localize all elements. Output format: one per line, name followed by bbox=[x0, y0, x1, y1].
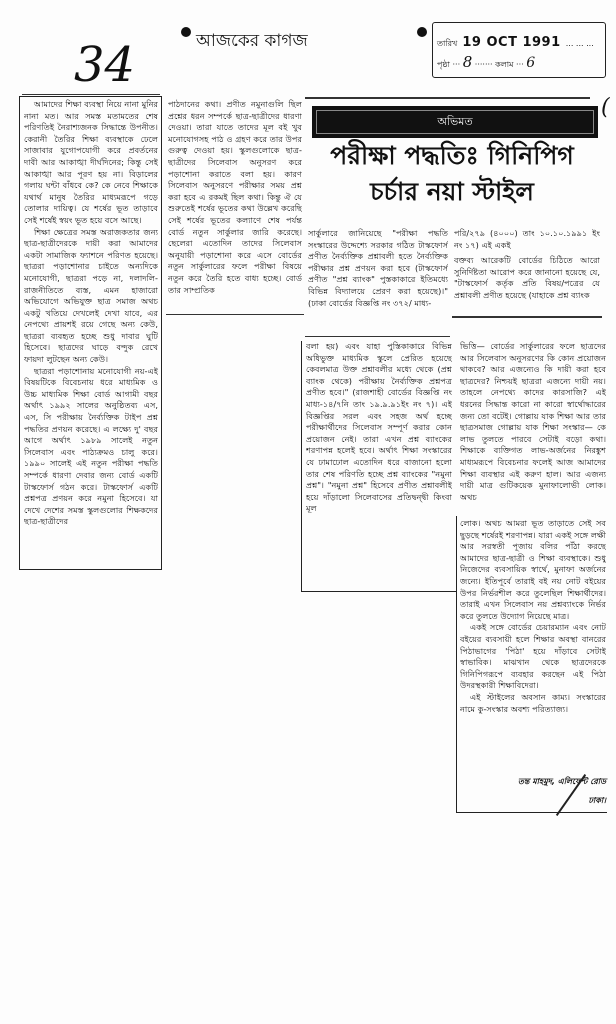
article-column-3-text bbox=[308, 228, 448, 334]
headline bbox=[306, 138, 598, 210]
column-label: কলাম bbox=[495, 60, 514, 69]
paragraph: আমাদের শিক্ষা ব্যবস্থা নিয়ে নানা মুনির নানা মত। আর সমস্ত মতামতের শেষ পরিণতিই নৈরাশ্যজনক সিদ্ধান্তে উপনীত। কেরানী তৈরির শিক্ষা ব্যবস্থাকে ঢেলে সাজাবার যুগোপযোগী করে প্রবর্তনের দাবী আর আকাঙ্খা দীর্ঘদিনের; কিন্তু সেই আকাঙ্খা আর পূরণ হয় না। বিড়ালের গলায় ঘন্টা বাঁধবে কে? কে নেবে শিক্ষাকে যথার্থ মানুষ তৈরির মাধ্যমরূপে গড়ে তোলার দায়িত্ব। যে শর্ষের ভূত তাড়াবে সেই শর্ষেই স্বয়ং ভূত হয়ে বসে আছে। bbox=[24, 99, 158, 225]
divider bbox=[22, 94, 160, 95]
paragraph: ছাত্ররা পড়াশোনায় মনোযোগী নয়-এই বিষয়টিকে বিবেচনায় ধরে মাধ্যমিক ও উচ্চ মাধ্যমিক শিক্ষা বোর্ড আগামী বছর অর্থাৎ ১৯৯২ সালের অনুষ্ঠিতব্য এস, এস, সি পরীক্ষায় নৈর্ব্যক্তিক টাইপ প্রশ্ন পদ্ধতির প্রণয়ন করেছে। এ লক্ষ্যে দু' বছর আগে অর্থাৎ ১৯৮৯ সালেই নতুন সিলেবাস এবং পাঠ্যক্রমও চালু করে। ১৯৯০ সালেই এই নতুন পরীক্ষা পদ্ধতি সম্পর্কে ধারণা দেবার জন্য বোর্ড একটি টাস্কফোর্স গঠন করে। টাস্কফোর্স একটি প্রশ্নপত্র প্রণয়ন করে নমুনা হিসেবে। যা দেখে দেশের সমস্ত স্কুলগুলোর শিক্ষকদের ছাত্র-ছাত্রীদের bbox=[24, 365, 158, 527]
divider bbox=[166, 314, 304, 315]
divider bbox=[305, 336, 450, 337]
byline bbox=[470, 776, 606, 808]
dotted-leader: ··· bbox=[452, 60, 461, 69]
divider bbox=[305, 97, 590, 99]
newspaper-name: আজকের কাগজ bbox=[196, 31, 308, 51]
date-value: 19 OCT 1991 bbox=[462, 35, 561, 50]
paragraph: পরি/২৭৯ (৪০০০) তাং ১০.১০.১৯৯১ ইং নং ১৭) এই একই bbox=[454, 228, 600, 250]
paragraph: এই স্টাইলের অবসান কাম্য। সংস্কারের নামে কু-সংস্কার অবশ্য পরিত্যাজ্য। bbox=[460, 691, 606, 714]
article-column-6-text bbox=[460, 341, 606, 513]
newspaper-bullet bbox=[181, 27, 191, 37]
paragraph: শিক্ষা ক্ষেত্রের সমস্ত অরাজকতার জন্য ছাত্র-ছাত্রীদেরকে দায়ী করা আমাদের একটা সামাজিক ফ্যাশনে পরিণত হয়েছে। ছাত্ররা পড়াশোনার চাইতে অন্যদিকে মনোযোগী, ছাত্ররা পড়ে না, দলাদলি-রাজনীতিতে ব্যস্ত, এমন হাজারো অভিযোগে অভিযুক্ত ছাত্র সমাজ অথচ একটু খতিয়ে দেখলেই দেখা যাবে, এর নেপথ্যে প্রায়শই রয়ে গেছে অন্য কেউ, ছাত্ররা ব্যবহৃত হচ্ছে শুধু দাবার ঘুটি হিসেবে। ছাত্রদের ঘাড়ে বন্দুক রেখে ফায়দা লুটছেন অন্য কেউ। bbox=[24, 226, 158, 365]
paragraph: লোক। অথচ আমরা ভূত তাড়াতে সেই সব ছুড়ছে শর্ষেরই শরণাপন্ন। যারা একই সঙ্গে লক্ষী আর সরস্বতী পূজায় বলির পাঁঠা করছে আমাদের ছাত্র-ছাত্রী ও শিক্ষা ব্যবস্থাকে। শুধু নিজেদের ব্যবসায়িক স্বার্থে, মুনাফা অর্জনের জন্যে। ইতিপূর্বে তারাই বই নয় নোট বইয়ের উপর নির্ভরশীল করে তুলেছিল শিক্ষার্থীদের। তারাই এখন সিলেবাস নয় প্রশ্নব্যাংকে নির্ভর করে তুলতে উদ্যোগ নিয়েছে মাত্র। bbox=[460, 518, 606, 621]
paragraph: একই সঙ্গে বোর্ডের চেয়ারম্যান এবং নোট বইয়ের ব্যবসায়ী হলে শিক্ষার অবস্থা বানরের পিঠাভাগের 'পিঠা' হয়ে দাঁড়াবে সেটাই স্বাভাবিক। মাঝখান থেকে ছাত্রদেরকে গিনিপিগরূপে ব্যবহার করছেন এই পিঠা উদরস্থকারী শিক্ষাবিদেরা। bbox=[460, 622, 606, 691]
page-label: পৃষ্ঠা bbox=[437, 60, 450, 69]
date-stamp bbox=[432, 22, 606, 78]
handwritten-page-number: 34 bbox=[74, 37, 136, 93]
handwritten-mark: ( bbox=[601, 95, 610, 120]
stamp-bullet bbox=[417, 27, 427, 37]
headline-line-1: পরীক্ষা পদ্ধতিঃ গিনিপিগ bbox=[330, 141, 574, 170]
dotted-leader: ... ... ... bbox=[565, 39, 594, 48]
date-label: তারিখ bbox=[437, 39, 458, 48]
divider bbox=[452, 316, 602, 318]
section-label: অভিমত bbox=[437, 114, 473, 128]
paragraph: পাঠদানের কথা। প্রণীত নমুনাগুলি ছিল প্রশ্নের ধরন সম্পর্কে ছাত্র-ছাত্রীদের ধারণা দেওয়া। তারা যাতে তাদের মূল বই খুব মনোযোগসহ পাঠ ও গ্রহণ করে তার উপর গুরুত্ব দেওয়া হয়। স্কুলগুলোকে ছাত্র-ছাত্রীদের সিলেবাস অনুসরণ করে পড়াশোনা করাতে বলা হয়। কারণ সিলেবাস অনুসরণে পরীক্ষার সময় প্রশ্ন করা হবে এ রকমই ছিল কথা। কিন্তু ঐ যে শুরুতেই শর্ষের ভূতের কথা উল্লেখ করেছি সেই শর্ষের ভূতের কল্যাণে শেষ পর্যন্ত বোর্ড নতুন সার্কুলার জারি করেছে। ছেলেরা এতোদিন তাদের সিলেবাস অনুযায়ী পড়াশোনা করে এসে বোর্ডের নতুন সার্কুলারের ফলে পরীক্ষা বিষয়ে নতুন করে তৈরি হতে বাধ্য হচ্ছে। বোর্ড তার সাম্প্রতিক bbox=[168, 99, 302, 295]
dotted-leader: ··· bbox=[516, 60, 524, 69]
paragraph: সার্কুলারে জানিয়েছে "পরীক্ষা পদ্ধতি সংস্কারের উদ্দেশ্যে সরকার গঠিত টাস্কফোর্স প্রণীত নৈর্ব্যক্তিক প্রশ্নাবলী হতে নৈর্ব্যক্তিক পরীক্ষার প্রশ্ন প্রণয়ন করা হবে (টাস্কফোর্স প্রণীত "প্রশ্ন ব্যাংক" পুস্তকাকারে ইতিমধ্যে বিভিন্ন বিদ্যালয়ে প্রেরণ করা হয়েছে)।" (ঢাকা বোর্ডের বিজ্ঞপ্তি নং ৩৭২/ মাধ্য- bbox=[308, 228, 448, 308]
paragraph: বলা হয়) এবং যাহা পুস্তিকাকারে বিভিন্ন অধিভুক্ত মাধ্যমিক স্কুলে প্রেরিত হয়েছে কেবলমাত্র উক্ত প্রশ্নাবলীর মধ্যে থেকে (প্রশ্ন ব্যাংক থেকে) পরীক্ষায় নৈর্ব্যক্তিক প্রশ্নপত্র প্রণীত হবে।" (রাজশাহী বোর্ডের বিজ্ঞপ্তি নং মাধ্য-১৪/৭নি তাং ১৯.৯.৯১ইং নং ৭)। এই বিজ্ঞপ্তির সরল এবং সহজ অর্থ হচ্ছে পরীক্ষার্থীদের সিলেবাস সম্পূর্ণ করার কোন প্রয়োজন নেই। তারা এখন প্রশ্ন ব্যাংকের শরণাপন্ন হলেই হবে। অর্থাৎ শিক্ষা সংস্কারের যে ঢামাঢোল এতোদিন ধরে বাজানো হলো তার শেষ পরিণতি হচ্ছে প্রশ্ন ব্যাংকের "নমুনা প্রশ্ন"। "নমুনা প্রশ্ন" হিসেবে প্রণীত প্রশ্নাবলীই হয়ে দাঁড়ালো সিলেবাসের প্রতিদ্বন্দ্বী কিংবা মূল bbox=[306, 341, 452, 514]
byline-city: ঢাকা। bbox=[588, 796, 606, 805]
paragraph: বক্তব্য আরেকটি বোর্ডের চিঠিতে আরো সুনির্দিষ্টতা আরোপ করে জানানো হয়েছে যে, "টাস্কফোর্স কর্তৃক প্রতি বিষয়/পত্রের যে প্রশ্নাবলী প্রণীত হয়েছে (যাহাকে প্রশ্ন ব্যাংক bbox=[454, 255, 600, 300]
article-column-4-text bbox=[454, 228, 600, 320]
article-column-2-text bbox=[168, 99, 302, 313]
dotted-leader: ······· bbox=[474, 60, 493, 69]
headline-line-2: চর্চার নয়া স্টাইল bbox=[370, 177, 534, 206]
column-value: 6 bbox=[526, 55, 536, 71]
article-column-5-text bbox=[306, 341, 452, 587]
byline-name: তন্ত মাহমুদ, এলিফেন্ট রোড bbox=[517, 777, 606, 786]
paragraph: ভিত্তি— বোর্ডের সার্কুলারের ফলে ছাত্রদের আর সিলেবাস অনুসরণের কি কোন প্রয়োজন থাকবে? আর এজন্যেও কি দায়ী করা হবে ছাত্রদের? নিশ্চয়ই ছাত্ররা এজন্যে দায়ী নয়। তাহলে নেপথ্যে কাদের কারসাজি? এই ধরনের সিদ্ধান্ত কারো না কারো স্বার্থোদ্ধারের জন্য তো বটেই। গোল্লায় যাক শিক্ষা আর তার ছাত্রসমাজ গোল্লায় যাক শিক্ষা সংস্কার— কে লাভ তুলতে পারবে সেটাই বড়ো কথা। শিক্ষাকে ব্যক্তিগত লাভ-অর্জনের নিরঙ্কুশ মাধ্যমরূপে বিবেচনার ফলেই আজ আমাদের শিক্ষা ব্যবস্থার এই করুণ হাল। আর এজন্য দায়ী মাত্র গুটিকয়েক মুনাফালোভী লোক। অথচ bbox=[460, 341, 606, 502]
article-column-6-continued bbox=[460, 518, 606, 768]
article-column-1-text bbox=[24, 99, 158, 567]
section-header-bar bbox=[312, 106, 598, 138]
page-value: 8 bbox=[462, 53, 473, 71]
